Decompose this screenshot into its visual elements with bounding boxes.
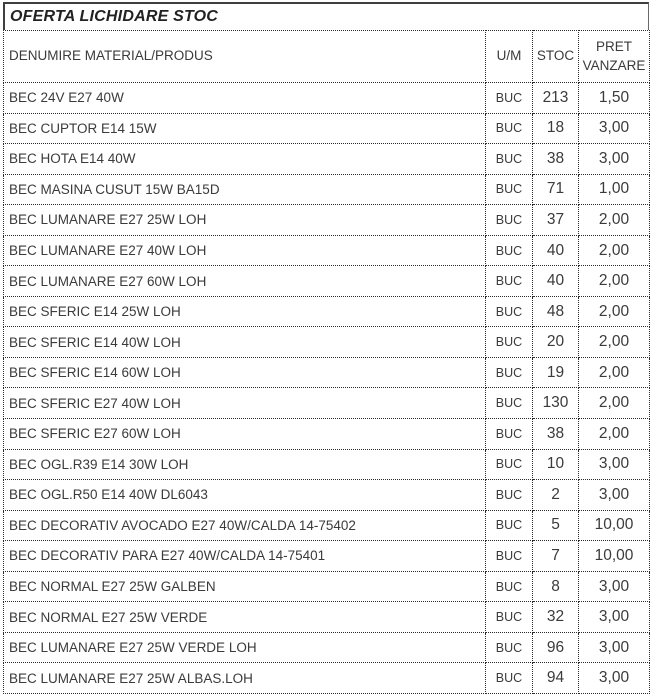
stoc-cell: 48 [533, 296, 579, 327]
um-cell: BUC [486, 296, 533, 327]
stoc-cell: 32 [533, 602, 579, 633]
stoc-cell: 213 [533, 83, 579, 114]
um-cell: BUC [486, 205, 533, 236]
table-row [4, 235, 650, 266]
um-cell: BUC [486, 480, 533, 511]
stoc-cell: 38 [533, 419, 579, 450]
table-row [4, 663, 650, 694]
product-name-cell: BEC LUMANARE E27 25W ALBAS.LOH [4, 663, 486, 694]
um-cell: BUC [486, 357, 533, 388]
table-row [4, 388, 650, 419]
table-row [4, 327, 650, 358]
table-row [4, 602, 650, 633]
um-cell: BUC [486, 510, 533, 541]
product-name-cell: BEC LUMANARE E27 25W VERDE LOH [4, 632, 486, 663]
pret-cell: 2,00 [579, 419, 650, 450]
stoc-cell: 2 [533, 480, 579, 511]
stoc-cell: 8 [533, 571, 579, 602]
um-cell: BUC [486, 602, 533, 633]
stoc-cell: 7 [533, 541, 579, 572]
pret-cell: 2,00 [579, 357, 650, 388]
pret-cell: 10,00 [579, 510, 650, 541]
page-title-text: OFERTA LICHIDARE STOC [10, 8, 219, 25]
um-cell: BUC [486, 663, 533, 694]
product-name-cell: BEC HOTA E14 40W [4, 144, 486, 175]
pret-cell: 3,00 [579, 663, 650, 694]
product-name-cell: BEC LUMANARE E27 25W LOH [4, 205, 486, 236]
stoc-cell: 94 [533, 663, 579, 694]
pret-cell: 3,00 [579, 144, 650, 175]
pret-cell: 2,00 [579, 205, 650, 236]
stoc-cell: 20 [533, 327, 579, 358]
table-row [4, 480, 650, 511]
table-row [4, 571, 650, 602]
table-row [4, 419, 650, 450]
product-name-cell: BEC LUMANARE E27 40W LOH [4, 235, 486, 266]
pret-cell: 3,00 [579, 571, 650, 602]
product-name-cell: BEC OGL.R39 E14 30W LOH [4, 449, 486, 480]
price-list-sheet [3, 2, 649, 694]
pret-cell: 2,00 [579, 235, 650, 266]
table-row [4, 205, 650, 236]
um-cell: BUC [486, 83, 533, 114]
stoc-cell: 5 [533, 510, 579, 541]
pret-cell: 2,00 [579, 327, 650, 358]
pret-cell: 2,00 [579, 266, 650, 297]
stoc-cell: 71 [533, 174, 579, 205]
stock-table [3, 30, 650, 694]
product-name-cell: BEC 24V E27 40W [4, 83, 486, 114]
column-header-stoc: STOC [533, 31, 579, 83]
pret-cell: 2,00 [579, 388, 650, 419]
um-cell: BUC [486, 388, 533, 419]
product-name-cell: BEC DECORATIV AVOCADO E27 40W/CALDA 14-75402 [4, 510, 486, 541]
um-cell: BUC [486, 174, 533, 205]
pret-cell: 3,00 [579, 632, 650, 663]
um-cell: BUC [486, 113, 533, 144]
table-row [4, 449, 650, 480]
pret-cell: 1,50 [579, 83, 650, 114]
pret-cell: 3,00 [579, 602, 650, 633]
um-cell: BUC [486, 144, 533, 175]
product-name-cell: BEC NORMAL E27 25W VERDE [4, 602, 486, 633]
page-title [3, 2, 649, 30]
um-cell: BUC [486, 449, 533, 480]
table-row [4, 357, 650, 388]
product-name-cell: BEC DECORATIV PARA E27 40W/CALDA 14-75401 [4, 541, 486, 572]
stoc-cell: 19 [533, 357, 579, 388]
pret-cell: 10,00 [579, 541, 650, 572]
table-row [4, 510, 650, 541]
um-cell: BUC [486, 632, 533, 663]
column-header-pret-vanzare: PRET VANZARE [579, 31, 650, 83]
stoc-cell: 37 [533, 205, 579, 236]
stoc-cell: 18 [533, 113, 579, 144]
product-name-cell: BEC LUMANARE E27 60W LOH [4, 266, 486, 297]
table-row [4, 541, 650, 572]
table-row [4, 266, 650, 297]
table-row [4, 83, 650, 114]
product-name-cell: BEC CUPTOR E14 15W [4, 113, 486, 144]
pret-cell: 3,00 [579, 449, 650, 480]
pret-cell: 3,00 [579, 480, 650, 511]
um-cell: BUC [486, 419, 533, 450]
um-cell: BUC [486, 571, 533, 602]
table-row [4, 632, 650, 663]
table-row [4, 113, 650, 144]
um-cell: BUC [486, 541, 533, 572]
table-row [4, 174, 650, 205]
table-row [4, 144, 650, 175]
product-name-cell: BEC SFERIC E14 25W LOH [4, 296, 486, 327]
stoc-cell: 96 [533, 632, 579, 663]
column-header-denumire: DENUMIRE MATERIAL/PRODUS [4, 31, 486, 83]
product-name-cell: BEC SFERIC E27 60W LOH [4, 419, 486, 450]
table-row [4, 296, 650, 327]
pret-cell: 2,00 [579, 296, 650, 327]
product-name-cell: BEC SFERIC E14 60W LOH [4, 357, 486, 388]
pret-cell: 3,00 [579, 113, 650, 144]
um-cell: BUC [486, 327, 533, 358]
table-header-row [4, 31, 650, 83]
um-cell: BUC [486, 266, 533, 297]
stoc-cell: 130 [533, 388, 579, 419]
product-name-cell: BEC SFERIC E27 40W LOH [4, 388, 486, 419]
product-name-cell: BEC NORMAL E27 25W GALBEN [4, 571, 486, 602]
stoc-cell: 40 [533, 266, 579, 297]
um-cell: BUC [486, 235, 533, 266]
stoc-cell: 38 [533, 144, 579, 175]
product-name-cell: BEC MASINA CUSUT 15W BA15D [4, 174, 486, 205]
product-name-cell: BEC OGL.R50 E14 40W DL6043 [4, 480, 486, 511]
product-name-cell: BEC SFERIC E14 40W LOH [4, 327, 486, 358]
stoc-cell: 40 [533, 235, 579, 266]
pret-cell: 1,00 [579, 174, 650, 205]
column-header-um: U/M [486, 31, 533, 83]
stoc-cell: 10 [533, 449, 579, 480]
